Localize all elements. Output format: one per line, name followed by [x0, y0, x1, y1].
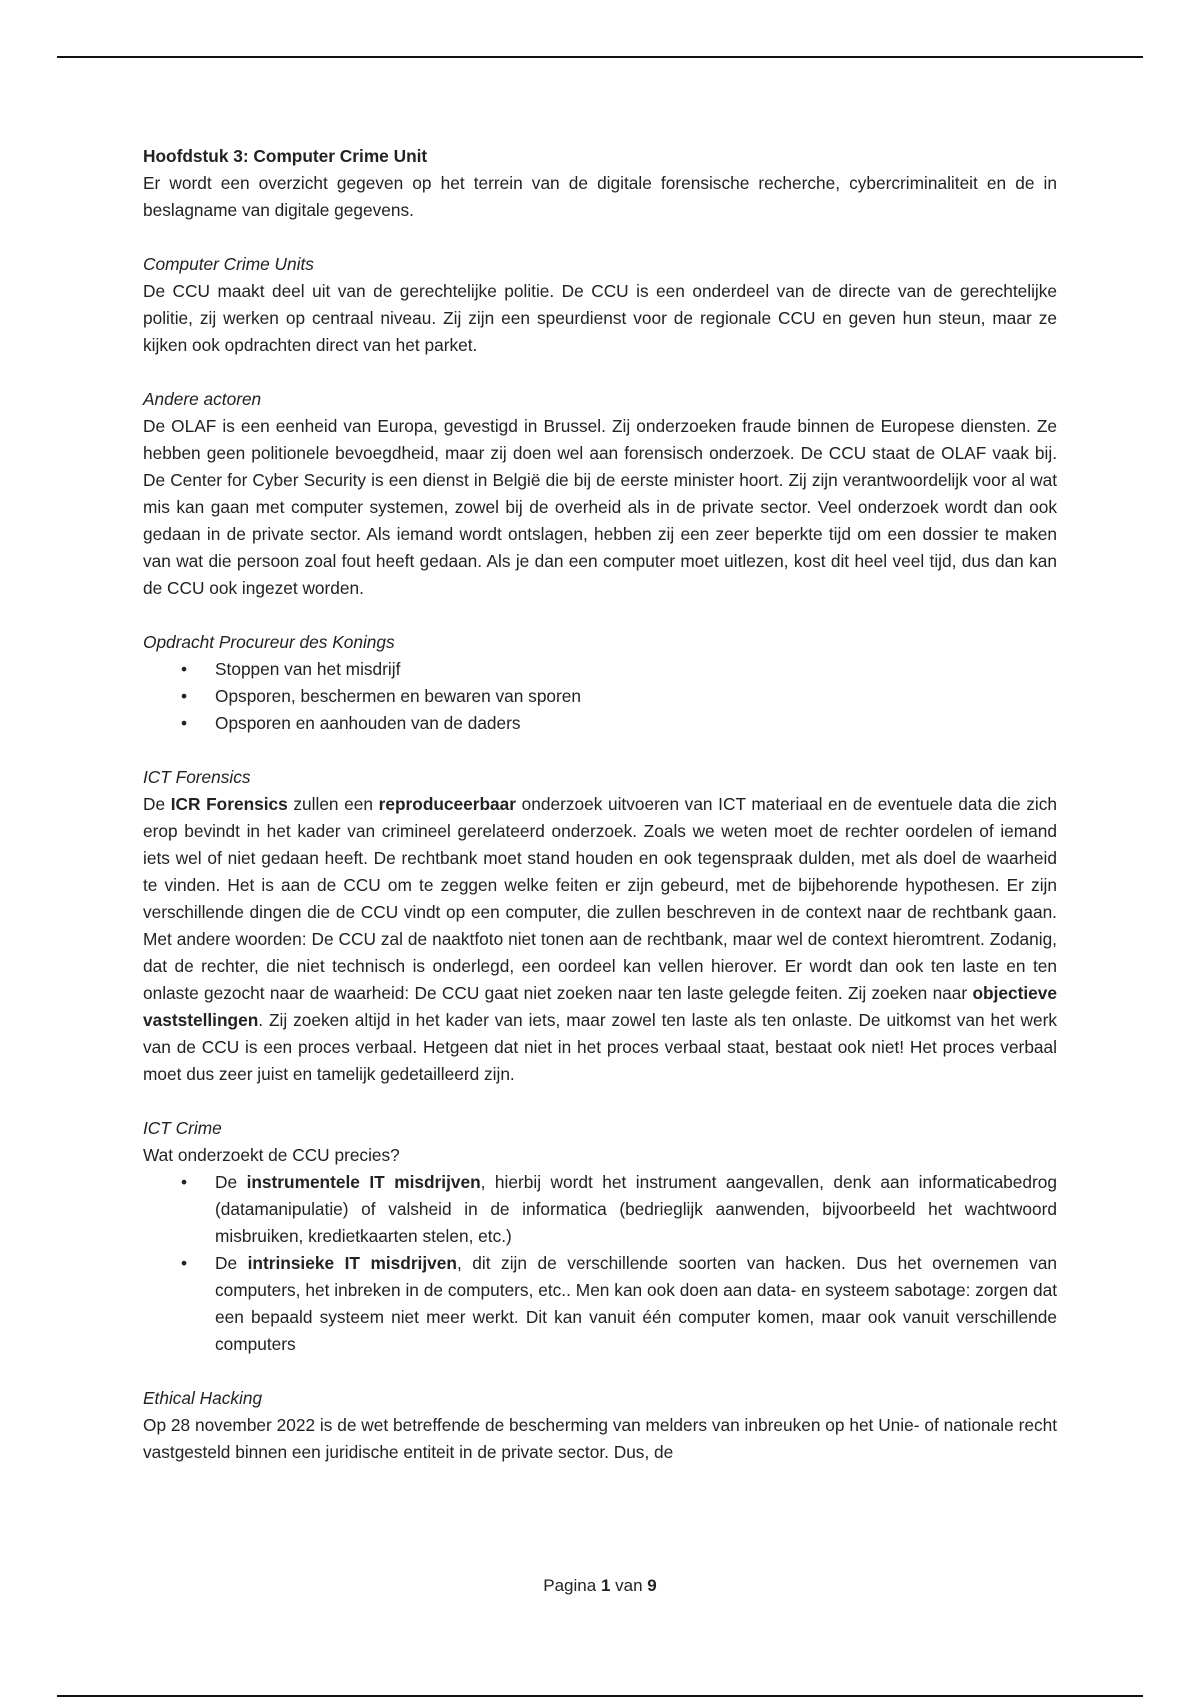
paragraph-forensics: De ICR Forensics zullen een reproduceerbaar onderzoek uitvoeren van ICT materiaal en de eventuele data die zich erop bevindt in het kader van crimineel gerelateerd onderzoek. Zoals we weten moet de rechter oordelen of iemand iets wel of niet gedaan heeft. De rechtbank moet stand houden en ook tegenspraak dulden, met als doel de waarheid te vinden. Het is aan de CCU om te zeggen welke feiten er zijn gebeurd, met de bijbehorende hypothesen. Er zijn verschillende dingen die de CCU vindt op een computer, die zullen beschreven in de context naar de rechtbank gaan. Met andere woorden: De CCU zal de naaktfoto niet tonen aan de rechtbank, maar wel de context hieromtrent. Zodanig, dat de rechter, die niet technisch is onderlegd, een oordeel kan vellen hierover. Er wordt dan ook ten laste en ten onlaste gezocht naar de waarheid: De CCU gaat niet zoeken naar ten laste gelegde feiten. Zij zoeken naar objectieve vaststellingen. Zij zoeken altijd in het kader van iets, maar zowel ten laste als ten onlaste. De uitkomst van het werk van de CCU is een proces verbaal. Hetgeen dat niet in het proces verbaal staat, bestaat ook niet! Het proces verbaal moet dus zeer juist en tamelijk gedetailleerd zijn.	[143, 794, 1057, 1084]
bold-term: ICR Forensics	[170, 794, 288, 814]
bold-term: intrinsieke IT misdrijven	[247, 1253, 457, 1273]
procureur-list	[143, 656, 1057, 737]
list-item: • Stoppen van het misdrijf	[143, 656, 1057, 683]
section-title-procureur: Opdracht Procureur des Konings	[143, 632, 395, 652]
section-title-forensics: ICT Forensics	[143, 767, 251, 787]
page-footer: Pagina 1 van 9	[543, 1576, 657, 1595]
list-item: • De intrinsieke IT misdrijven, dit zijn de verschillende soorten van hacken. Dus het overnemen van computers, het inbreken in de computers, etc.. Men kan ook doen aan data- en systeem sabotage: zorgen dat een bepaald systeem niet meer werkt. Dit kan vanuit één computer komen, maar ook vanuit verschillende computers	[143, 1250, 1057, 1358]
header-rule	[57, 56, 1143, 58]
intro-paragraph: Er wordt een overzicht gegeven op het terrein van de digitale forensische recherche, cybercriminaliteit en de in beslagname van digitale gegevens.	[143, 173, 1057, 220]
list-item: • Opsporen en aanhouden van de daders	[143, 710, 1057, 737]
paragraph-actors: De OLAF is een eenheid van Europa, gevestigd in Brussel. Zij onderzoeken fraude binnen de Europese diensten. Ze hebben geen politionele bevoegdheid, maar zij doen wel aan forensisch onderzoek. De CCU staat de OLAF vaak bij. De Center for Cyber Security is een dienst in België die bij de eerste minister hoort. Zij zijn verantwoordelijk voor al wat mis kan gaan met computer systemen, zowel bij de overheid als in de private sector. Veel onderzoek wordt dan ook gedaan in de private sector. Als iemand wordt ontslagen, hebben zij een zeer beperkte tijd om een dossier te maken van wat die persoon zoal fout heeft gedaan. Als je dan een computer moet uitlezen, kost dit heel veel tijd, dus dan kan de CCU ook ingezet worden.	[143, 416, 1057, 598]
bold-term: objectieve vaststellingen	[143, 983, 1057, 1030]
paragraph-ccu: De CCU maakt deel uit van de gerechtelijke politie. De CCU is een onderdeel van de directe van de gerechtelijke politie, zij werken op centraal niveau. Zij zijn een speurdienst voor de regionale CCU en geven hun steun, maar ze kijken ook opdrachten direct van het parket.	[143, 281, 1057, 355]
crime-list	[143, 1169, 1057, 1358]
paragraph-hacking: Op 28 november 2022 is de wet betreffende de bescherming van melders van inbreuken op het Unie- of nationale recht vastgesteld binnen een juridische entiteit in de private sector. Dus, de	[143, 1415, 1057, 1462]
chapter-heading: Hoofdstuk 3: Computer Crime Unit	[143, 146, 428, 166]
bold-term: reproduceerbaar	[378, 794, 516, 814]
list-item: • Opsporen, beschermen en bewaren van sporen	[143, 683, 1057, 710]
section-title-ccu: Computer Crime Units	[143, 254, 314, 274]
document-body	[143, 143, 1057, 1466]
section-title-actors: Andere actoren	[143, 389, 262, 409]
list-item: • De instrumentele IT misdrijven, hierbij wordt het instrument aangevallen, denk aan informaticabedrog (datamanipulatie) of valsheid in de informatica (bedrieglijk aanwenden, bijvoorbeeld het wachtwoord misbruiken, kredietkaarten stelen, etc.)	[143, 1169, 1057, 1250]
section-title-hacking: Ethical Hacking	[143, 1388, 263, 1408]
crime-question: Wat onderzoekt de CCU precies?	[143, 1145, 400, 1165]
page-total: 9	[647, 1576, 657, 1595]
page-number: 1	[600, 1576, 611, 1595]
bold-term: instrumentele IT misdrijven	[246, 1172, 481, 1192]
footer-rule	[57, 1695, 1143, 1697]
section-title-crime: ICT Crime	[143, 1118, 222, 1138]
